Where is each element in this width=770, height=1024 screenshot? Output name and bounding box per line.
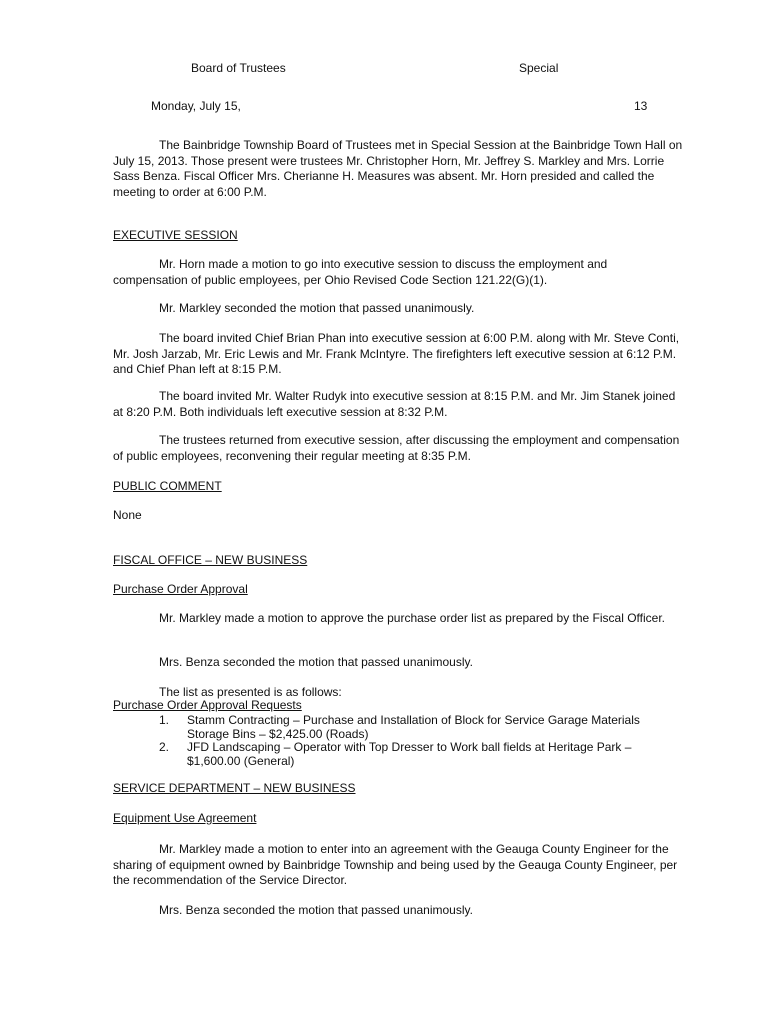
purchase-order-motion: Mr. Markley made a motion to approve the purchase order list as prepared by the Fiscal Officer. (159, 611, 666, 625)
public-comment-text: None (113, 508, 142, 522)
purchase-order-list-intro: The list as presented is as follows: (159, 685, 342, 699)
public-comment-heading: PUBLIC COMMENT (113, 479, 222, 493)
executive-session-heading: EXECUTIVE SESSION (113, 228, 238, 242)
list-item-number: 2. (159, 740, 170, 754)
fiscal-office-heading: FISCAL OFFICE – NEW BUSINESS (113, 553, 308, 567)
equipment-use-agreement-subheading: Equipment Use Agreement (113, 811, 257, 825)
purchase-order-approval-subheading: Purchase Order Approval (113, 582, 248, 596)
list-item-text: JFD Landscaping – Operator with Top Dresser to Work ball fields at Heritage Park – $1,600.00 (General) (187, 740, 632, 768)
purchase-order-list-heading: Purchase Order Approval Requests (113, 698, 302, 712)
header-board: Board of Trustees (191, 61, 286, 75)
executive-session-invite-phan: The board invited Chief Brian Phan into executive session at 6:00 P.M. along with Mr. Steve Conti, Mr. Josh Jarzab, Mr. Eric Lewis and Mr. Frank McIntyre. The firefighters left executive session at 6:12 P.M. and Chief Phan left at 8:15 P.M. (113, 331, 680, 376)
executive-session-return: The trustees returned from executive session, after discussing the employment and compensation of public employees, reconvening their regular meeting at 8:35 P.M. (113, 433, 680, 463)
service-department-heading: SERVICE DEPARTMENT – NEW BUSINESS (113, 781, 356, 795)
executive-session-second: Mr. Markley seconded the motion that passed unanimously. (159, 301, 475, 315)
list-item (113, 714, 683, 741)
header-date: Monday, July 15, (151, 99, 241, 113)
list-item-number: 1. (159, 713, 170, 727)
purchase-order-second: Mrs. Benza seconded the motion that passed unanimously. (159, 655, 473, 669)
intro-paragraph: The Bainbridge Township Board of Trustees met in Special Session at the Bainbridge Town Hall on July 15, 2013. Those present were trustees Mr. Christopher Horn, Mr. Jeffrey S. Markley and Mrs. Lorrie Sass Benza. Fiscal Officer Mrs. Cherianne H. Measures was absent. Mr. Horn presided and called the meeting to order at 6:00 P.M. (113, 138, 683, 199)
header-session-type: Special (519, 61, 559, 75)
list-item (113, 741, 683, 768)
purchase-order-list (113, 714, 683, 768)
header-year-fragment: 13 (634, 99, 648, 113)
equipment-agreement-second: Mrs. Benza seconded the motion that passed unanimously. (159, 903, 473, 917)
executive-session-motion: Mr. Horn made a motion to go into executive session to discuss the employment and compensation of public employees, per Ohio Revised Code Section 121.22(G)(1). (113, 257, 608, 287)
list-item-text: Stamm Contracting – Purchase and Installation of Block for Service Garage Materials Storage Bins – $2,425.00 (Roads) (187, 713, 640, 741)
executive-session-invite-rudyk: The board invited Mr. Walter Rudyk into executive session at 8:15 P.M. and Mr. Jim Stanek joined at 8:20 P.M. Both individuals left executive session at 8:32 P.M. (113, 389, 676, 419)
equipment-agreement-motion: Mr. Markley made a motion to enter into an agreement with the Geauga County Engineer for the sharing of equipment owned by Bainbridge Township and being used by the Geauga County Engineer, per the recommendation of the Service Director. (113, 842, 678, 887)
